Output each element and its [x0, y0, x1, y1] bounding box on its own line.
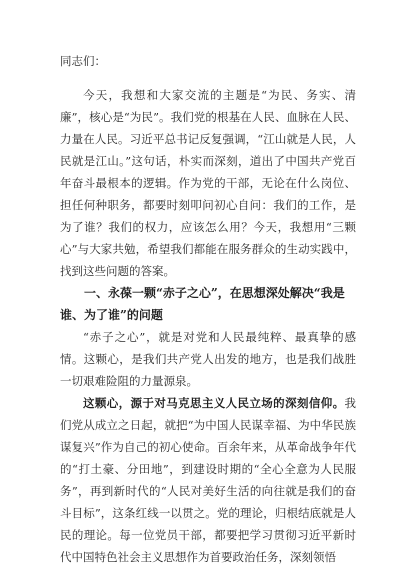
body-paragraph-lead: 这颗心，源于对马克思主义人民立场的深刻信仰。 [83, 396, 345, 410]
intro-paragraph: 今天，我想和大家交流的主题是“为民、务实、清廉”，核心是“为民”。我们党的根基在人民、血脉在人民、力量在人民。习近平总书记反复强调，“江山就是人民，人民就是江山。”这句话，朴实而深刻，道出了中国共产党百年奋斗最根本的逻辑。作为党的干部，无论在什么岗位、担任何种职务，都要时刻叩问初心自问：我们的工作，是为了谁？我们的权力，应该怎么用？今天，我想用“三颗心”与大家共勉，希望我们都能在服务群众的生动实践中，找到这些问题的答案。 [60, 88, 356, 278]
document-page [60, 50, 356, 570]
section-paragraph: “赤子之心”，就是对党和人民最纯粹、最真挚的感情。这颗心，是我们共产党人出发的地方，也是我们战胜一切艰难险阻的力量源泉。 [60, 330, 356, 388]
section-heading: 一、永葆一颗“赤子之心”，在思想深处解决“我是谁、为了谁”的问题 [60, 286, 345, 322]
salutation: 同志们： [60, 54, 106, 68]
body-paragraph [60, 392, 356, 568]
body-paragraph-text: 我们党从成立之日起，就把“为中国人民谋幸福、为中华民族谋复兴”作为自己的初心使命。百余年来，从革命战争年代的“打土豪、分田地”，到建设时期的“全心全意为人民服务”，再到新时代的“人民对美好生活的向往就是我们的奋斗目标”，这条红线一以贯之。党的理论，归根结底就是人民的理论。每一位党员干部，都要把学习贯彻习近平新时代中国特色社会主义思想作为首要政治任务，深刻领悟 [60, 396, 356, 564]
